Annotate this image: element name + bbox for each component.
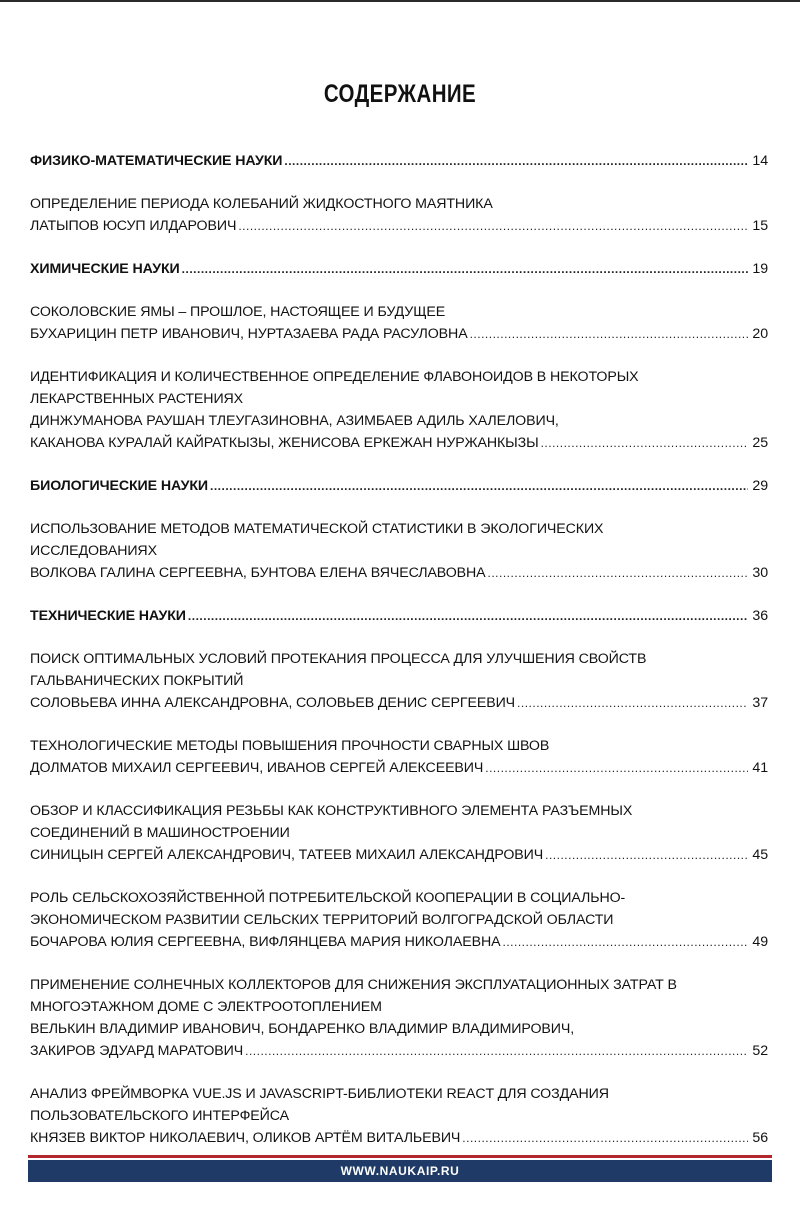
- toc-article-entry[interactable]: [30, 366, 768, 454]
- entry-title-line: ОБЗОР И КЛАССИФИКАЦИЯ РЕЗЬБЫ КАК КОНСТРУКТИВНОГО ЭЛЕМЕНТА РАЗЪЕМНЫХ: [30, 803, 633, 819]
- footer-site-link[interactable]: WWW.NAUKAIP.RU: [340, 1164, 460, 1178]
- entry-authors: КАКАНОВА КУРАЛАЙ КАЙРАТКЫЗЫ, ЖЕНИСОВА ЕРКЕЖАН НУРЖАНКЫЗЫ: [30, 435, 539, 451]
- entry-spacer: [30, 779, 768, 800]
- dot-leader: [545, 844, 748, 866]
- page-number: 15: [752, 218, 768, 234]
- page-number: 14: [752, 153, 768, 169]
- entry-spacer: [30, 866, 768, 887]
- entry-title-line: ПОЛЬЗОВАТЕЛЬСКОГО ИНТЕРФЕЙСА: [30, 1108, 289, 1124]
- entry-authors: БОЧАРОВА ЮЛИЯ СЕРГЕЕВНА, ВИФЛЯНЦЕВА МАРИЯ НИКОЛАЕВНА: [30, 934, 501, 950]
- page-number: 37: [752, 695, 768, 711]
- table-of-contents: [30, 150, 768, 1149]
- toc-article-entry[interactable]: [30, 887, 768, 953]
- toc-section-heading[interactable]: [30, 258, 768, 280]
- dot-leader: [488, 562, 748, 584]
- entry-authors-page-line[interactable]: [30, 931, 768, 953]
- entry-authors: БУХАРИЦИН ПЕТР ИВАНОВИЧ, НУРТАЗАЕВА РАДА РАСУЛОВНА: [30, 326, 468, 342]
- entry-spacer: [30, 172, 768, 193]
- entry-title-line: ИСПОЛЬЗОВАНИЕ МЕТОДОВ МАТЕМАТИЧЕСКОЙ СТАТИСТИКИ В ЭКОЛОГИЧЕСКИХ: [30, 521, 604, 537]
- page-number: 36: [752, 608, 768, 624]
- toc-article-entry[interactable]: [30, 301, 768, 345]
- entry-title-line: ИССЛЕДОВАНИЯХ: [30, 543, 157, 559]
- top-border-rule: [0, 0, 800, 2]
- page-number: 49: [752, 934, 768, 950]
- dot-leader: [517, 692, 748, 714]
- dot-leader: [284, 150, 748, 172]
- entry-authors: ДОЛМАТОВ МИХАИЛ СЕРГЕЕВИЧ, ИВАНОВ СЕРГЕЙ АЛЕКСЕЕВИЧ: [30, 760, 484, 776]
- page-number: 45: [752, 847, 768, 863]
- toc-section-heading[interactable]: [30, 150, 768, 172]
- toc-article-entry[interactable]: [30, 735, 768, 779]
- entry-title-line: ТЕХНОЛОГИЧЕСКИЕ МЕТОДЫ ПОВЫШЕНИЯ ПРОЧНОСТИ СВАРНЫХ ШВОВ: [30, 738, 550, 754]
- section-label: ТЕХНИЧЕСКИЕ НАУКИ: [30, 608, 186, 624]
- entry-spacer: [30, 714, 768, 735]
- page-number: 41: [752, 760, 768, 776]
- toc-article-entry[interactable]: [30, 193, 768, 237]
- entry-spacer: [30, 497, 768, 518]
- entry-title-line: РОЛЬ СЕЛЬСКОХОЗЯЙСТВЕННОЙ ПОТРЕБИТЕЛЬСКОЙ КООПЕРАЦИИ В СОЦИАЛЬНО-: [30, 890, 626, 906]
- entry-spacer: [30, 953, 768, 974]
- entry-authors: КНЯЗЕВ ВИКТОР НИКОЛАЕВИЧ, ОЛИКОВ АРТЁМ ВИТАЛЬЕВИЧ: [30, 1130, 461, 1146]
- page-number: 56: [752, 1130, 768, 1146]
- entry-authors-page-line[interactable]: [30, 1040, 768, 1062]
- entry-title-line: ПРИМЕНЕНИЕ СОЛНЕЧНЫХ КОЛЛЕКТОРОВ ДЛЯ СНИЖЕНИЯ ЭКСПЛУАТАЦИОННЫХ ЗАТРАТ В: [30, 977, 677, 993]
- entry-title-line: СОКОЛОВСКИЕ ЯМЫ – ПРОШЛОЕ, НАСТОЯЩЕЕ И БУДУЩЕЕ: [30, 304, 446, 320]
- entry-title-line: ИДЕНТИФИКАЦИЯ И КОЛИЧЕСТВЕННОЕ ОПРЕДЕЛЕНИЕ ФЛАВОНОИДОВ В НЕКОТОРЫХ: [30, 369, 639, 385]
- section-label: ФИЗИКО-МАТЕМАТИЧЕСКИЕ НАУКИ: [30, 153, 283, 169]
- entry-title-line: ОПРЕДЕЛЕНИЕ ПЕРИОДА КОЛЕБАНИЙ ЖИДКОСТНОГО МАЯТНИКА: [30, 196, 493, 212]
- dot-leader: [541, 432, 748, 454]
- entry-spacer: [30, 454, 768, 475]
- entry-authors-page-line[interactable]: [30, 323, 768, 345]
- dot-leader: [210, 475, 748, 497]
- entry-spacer: [30, 345, 768, 366]
- entry-authors-page-line[interactable]: [30, 215, 768, 237]
- entry-title-line: СОЕДИНЕНИЙ В МАШИНОСТРОЕНИИ: [30, 825, 290, 841]
- entry-authors: ЗАКИРОВ ЭДУАРД МАРАТОВИЧ: [30, 1043, 244, 1059]
- entry-authors: СОЛОВЬЕВА ИННА АЛЕКСАНДРОВНА, СОЛОВЬЕВ ДЕНИС СЕРГЕЕВИЧ: [30, 695, 516, 711]
- toc-article-entry[interactable]: [30, 518, 768, 584]
- toc-article-entry[interactable]: [30, 1083, 768, 1149]
- dot-leader: [462, 1127, 748, 1149]
- entry-spacer: [30, 280, 768, 301]
- entry-title-line: ПОИСК ОПТИМАЛЬНЫХ УСЛОВИЙ ПРОТЕКАНИЯ ПРОЦЕССА ДЛЯ УЛУЧШЕНИЯ СВОЙСТВ: [30, 651, 647, 667]
- page-number: 29: [752, 478, 768, 494]
- entry-title-line: АНАЛИЗ ФРЕЙМВОРКА VUE.JS И JAVASCRIPT-БИБЛИОТЕКИ REACT ДЛЯ СОЗДАНИЯ: [30, 1086, 609, 1102]
- entry-authors-page-line[interactable]: [30, 757, 768, 779]
- entry-authors-page-line[interactable]: [30, 562, 768, 584]
- section-label: БИОЛОГИЧЕСКИЕ НАУКИ: [30, 478, 208, 494]
- entry-title-line: ЛЕКАРСТВЕННЫХ РАСТЕНИЯХ: [30, 391, 244, 407]
- entry-spacer: [30, 1062, 768, 1083]
- entry-authors-page-line[interactable]: [30, 1127, 768, 1149]
- entry-authors-line: ВЕЛЬКИН ВЛАДИМИР ИВАНОВИЧ, БОНДАРЕНКО ВЛАДИМИР ВЛАДИМИРОВИЧ,: [30, 1021, 575, 1037]
- toc-article-entry[interactable]: [30, 800, 768, 866]
- entry-spacer: [30, 237, 768, 258]
- entry-authors-page-line[interactable]: [30, 432, 768, 454]
- dot-leader: [238, 215, 748, 237]
- entry-spacer: [30, 584, 768, 605]
- entry-authors: ЛАТЫПОВ ЮСУП ИЛДАРОВИЧ: [30, 218, 237, 234]
- entry-authors: ВОЛКОВА ГАЛИНА СЕРГЕЕВНА, БУНТОВА ЕЛЕНА ВЯЧЕСЛАВОВНА: [30, 565, 486, 581]
- toc-article-entry[interactable]: [30, 974, 768, 1062]
- entry-authors-page-line[interactable]: [30, 692, 768, 714]
- dot-leader: [503, 931, 749, 953]
- toc-section-heading[interactable]: [30, 605, 768, 627]
- footer-accent-line: [28, 1155, 772, 1158]
- toc-section-heading[interactable]: [30, 475, 768, 497]
- footer-bar: [28, 1160, 772, 1182]
- dot-leader: [470, 323, 748, 345]
- page-number: 19: [752, 261, 768, 277]
- entry-authors-line: ДИНЖУМАНОВА РАУШАН ТЛЕУГАЗИНОВНА, АЗИМБАЕВ АДИЛЬ ХАЛЕЛОВИЧ,: [30, 413, 559, 429]
- entry-spacer: [30, 627, 768, 648]
- page-number: 30: [752, 565, 768, 581]
- page-title: СОДЕРЖАНИЕ: [323, 80, 477, 108]
- section-label: ХИМИЧЕСКИЕ НАУКИ: [30, 261, 180, 277]
- page-number: 25: [752, 435, 768, 451]
- dot-leader: [182, 258, 748, 280]
- entry-authors-page-line[interactable]: [30, 844, 768, 866]
- entry-authors: СИНИЦЫН СЕРГЕЙ АЛЕКСАНДРОВИЧ, ТАТЕЕВ МИХАИЛ АЛЕКСАНДРОВИЧ: [30, 847, 544, 863]
- page-number: 52: [752, 1043, 768, 1059]
- dot-leader: [485, 757, 748, 779]
- page-number: 20: [752, 326, 768, 342]
- entry-title-line: ГАЛЬВАНИЧЕСКИХ ПОКРЫТИЙ: [30, 673, 244, 689]
- entry-title-line: МНОГОЭТАЖНОМ ДОМЕ С ЭЛЕКТРООТОПЛЕНИЕМ: [30, 999, 382, 1015]
- entry-title-line: ЭКОНОМИЧЕСКОМ РАЗВИТИИ СЕЛЬСКИХ ТЕРРИТОРИЙ ВОЛГОГРАДСКОЙ ОБЛАСТИ: [30, 912, 614, 928]
- dot-leader: [188, 605, 748, 627]
- dot-leader: [245, 1040, 748, 1062]
- toc-article-entry[interactable]: [30, 648, 768, 714]
